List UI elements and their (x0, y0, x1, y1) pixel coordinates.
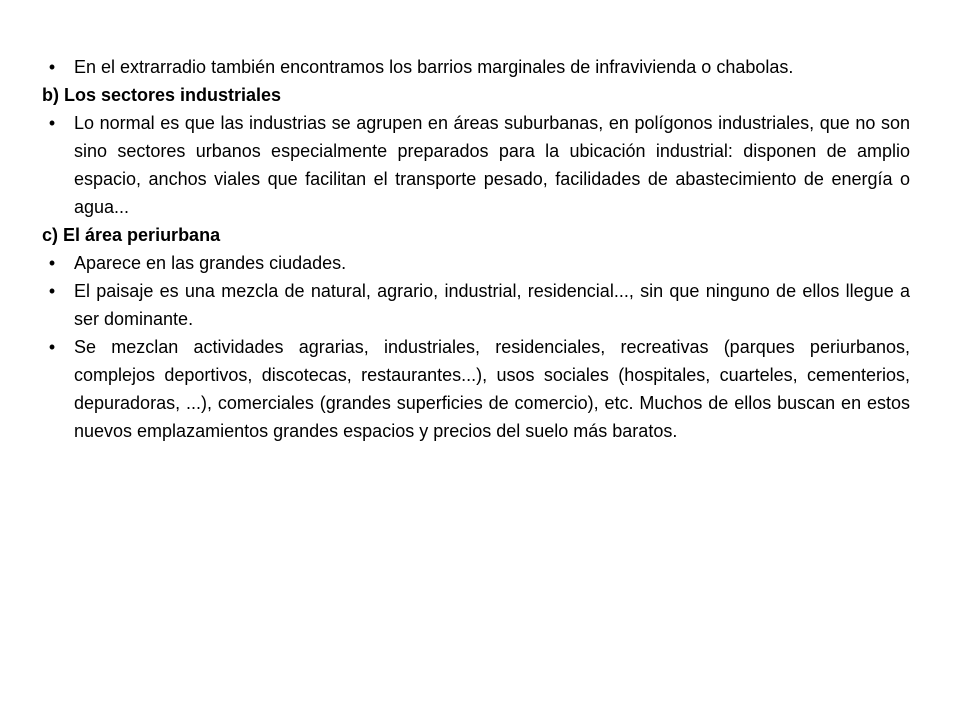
bullet-icon: • (48, 113, 56, 133)
bullet-extrarradio (42, 53, 910, 81)
heading-sectores-industriales: b) Los sectores industriales (42, 85, 282, 105)
bullet-text: El paisaje es una mezcla de natural, agrario, industrial, residencial..., sin que ninguno de ellos llegue a ser dominante. (74, 281, 910, 329)
bullet-text: En el extrarradio también encontramos los barrios marginales de infravivienda o chabolas. (74, 57, 794, 77)
bullet-icon: • (48, 281, 56, 301)
bullet-grandes-ciudades (42, 249, 910, 277)
bullet-icon: • (48, 337, 56, 357)
bullet-text: Lo normal es que las industrias se agrupen en áreas suburbanas, en polígonos industriales, que no son sino sectores urbanos especialmente preparados para la ubicación industrial: disponen de amplio espacio, anchos viales que facilitan el transporte pesado, facilidades de abastecimiento de energía o agua... (74, 113, 910, 217)
slide-content (42, 53, 910, 445)
bullet-icon: • (48, 57, 56, 77)
bullet-industrias (42, 109, 910, 221)
bullet-text: Aparece en las grandes ciudades. (74, 253, 347, 273)
bullet-paisaje (42, 277, 910, 333)
heading-area-periurbana: c) El área periurbana (42, 225, 221, 245)
bullet-actividades (42, 333, 910, 445)
bullet-text: Se mezclan actividades agrarias, industriales, residenciales, recreativas (parques periurbanos, complejos deportivos, discotecas, restaurantes...), usos sociales (hospitales, cuarteles, cementerios, depuradoras, ...), comerciales (grandes superficies de comercio), etc. Muchos de ellos buscan en estos nuevos emplazamientos grandes espacios y precios del suelo más baratos. (74, 337, 910, 441)
bullet-icon: • (48, 253, 56, 273)
